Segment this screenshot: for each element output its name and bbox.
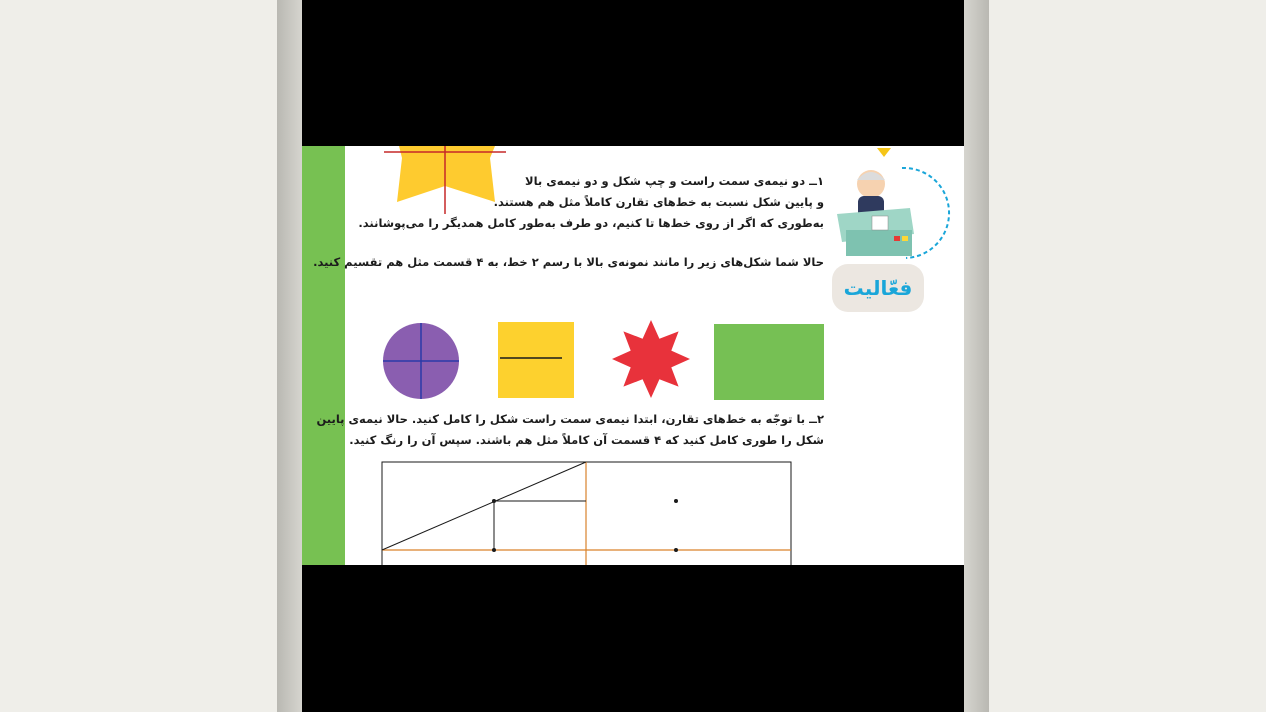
teacher-illustration xyxy=(837,148,949,258)
activity-badge-label: فعّالیت xyxy=(843,276,913,300)
item1-line2: و پایین شکل نسبت به خط‌های تقارن کاملاً مثل هم هستند. xyxy=(493,195,824,209)
green-rectangle-shape xyxy=(714,324,824,400)
item1-line1: ۱ــ دو نیمه‌ی سمت راست و چپ شکل و دو نیمه‌ی بالا xyxy=(525,174,824,188)
item2-line1: ۲ــ با توجّه به خط‌های تقارن، ابتدا نیمه‌ی سمت راست شکل را کامل کنید. حالا نیمه‌ی پایین xyxy=(316,412,824,426)
yellow-square-shape xyxy=(498,322,574,398)
activity-badge xyxy=(832,264,924,312)
example-yellow-star-shape xyxy=(397,146,495,202)
textbook-page xyxy=(302,146,964,565)
right-gray-border xyxy=(964,0,989,712)
symmetry-exercise-figure xyxy=(382,462,791,565)
item2-line2: شکل را طوری کامل کنید که ۴ قسمت آن کاملاً مثل هم باشند. سپس آن را رنگ کنید. xyxy=(349,433,824,447)
bottom-black-letterbox xyxy=(302,565,964,712)
top-black-letterbox xyxy=(302,0,964,146)
item1-line3: به‌طوری که اگر از روی خط‌ها تا کنیم، دو طرف به‌طور کامل همدیگر را می‌پوشانند. xyxy=(358,216,824,230)
item1-instruction: حالا شما شکل‌های زیر را مانند نمونه‌ی بالا با رسم ۲ خط، به ۴ قسمت مثل هم تقسیم کنید. xyxy=(313,255,824,269)
red-star-shape xyxy=(612,320,690,398)
left-gray-border xyxy=(277,0,302,712)
